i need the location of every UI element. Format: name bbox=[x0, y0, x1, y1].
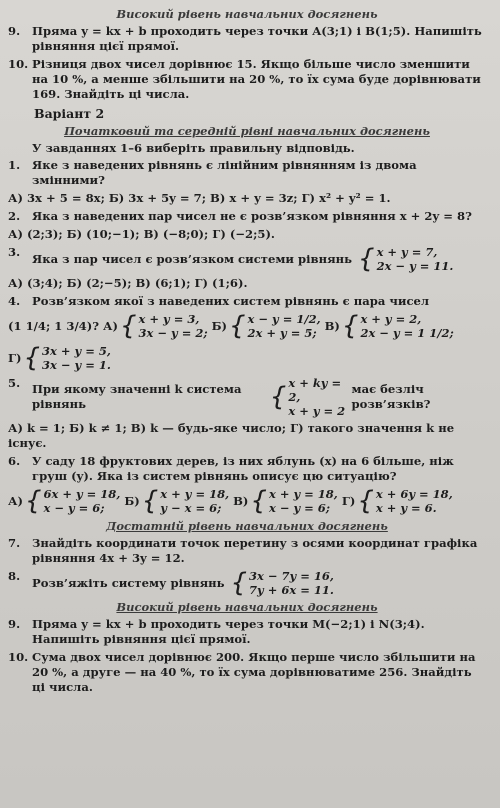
answers-3: А) (3;4); Б) (2;−5); В) (6;1); Г) (1;6). bbox=[8, 276, 248, 290]
section-title-high: Високий рівень навчальних досягнень bbox=[116, 600, 378, 614]
system-q8: { 3x − 7y = 16, 7y + 6x = 11. bbox=[230, 568, 334, 598]
options-4: (1 1/4; 1 3/4)? А) { x + y = 3, 3x − y = 2; Б) { x − y = 1/2, 2x + y = 5; В) { x + y = 2, 2x − y = 1 1/2; Г) { 3x + y = 5, 3x − y = 1. bbox=[8, 311, 454, 373]
option-6a: А) { 6x + y = 18, x − y = 6; bbox=[8, 486, 121, 516]
option-4b: Б) { x − y = 1/2, 2x + y = 5; bbox=[211, 311, 321, 341]
option-4c: В) { x + y = 2, 2x − y = 1 1/2; bbox=[324, 311, 454, 341]
system-q5: { x + ky = 2, x + y = 2 bbox=[269, 376, 346, 418]
question-1: 1. Яке з наведених рівнянь є лінійним рівнянням із двома змінними? bbox=[8, 158, 417, 187]
question-10-v1: 10. Різниця двох чисел дорівнює 15. Якщо більше число зменшити на 10 %, а менше збільшити на 20 %, то їх сума буде дорівнювати 169. Знайдіть ці числа. bbox=[8, 57, 481, 101]
question-6: 6. У саду 18 фруктових дерев, із них яблунь (x) на 6 більше, ніж груш (y). Яка із систем рівнянь описує цю ситуацію? bbox=[8, 454, 454, 483]
answers-5: А) k = 1; Б) k ≠ 1; В) k — будь-яке число; Г) такого значення k не існує. bbox=[8, 421, 455, 450]
option-6c: В) { x + y = 18, x − y = 6; bbox=[233, 486, 338, 516]
question-2: 2. Яка з наведених пар чисел не є розв’язком рівняння x + 2y = 8? bbox=[8, 209, 472, 223]
question-8: 8. Розв’яжіть систему рівнянь { 3x − 7y = 16, 7y + 6x = 11. bbox=[8, 568, 334, 598]
section-title-initial: Початковий та середній рівні навчальних досягнень bbox=[64, 124, 430, 138]
question-9: 9. Пряма y = kx + b проходить через точки M(−2;1) і N(3;4). Напишіть рівняння цієї прямої. bbox=[8, 617, 425, 646]
question-5: 5. При якому значенні k система рівнянь { x + ky = 2, x + y = 2 має безліч розв’язків? bbox=[8, 376, 431, 418]
option-6b: Б) { x + y = 18, y − x = 6; bbox=[124, 486, 230, 516]
question-10: 10. Сума двох чисел дорівнює 200. Якщо перше число збільшити на 20 %, а друге — на 40 %, то їх сума дорівнюватиме 256. Знайдіть ці числа. bbox=[8, 650, 476, 694]
options-6 bbox=[8, 487, 486, 515]
option-4d: Г) { 3x + y = 5, 3x − y = 1. bbox=[8, 343, 111, 373]
question-4: 4. Розв’язком якої з наведених систем рівнянь є пара чисел bbox=[8, 294, 430, 308]
question-3: 3. Яка з пар чисел є розв’язком системи рівнянь { x + y = 7, 2x − y = 11. bbox=[8, 244, 454, 274]
section-title-high-v1: Високий рівень навчальних досягнень bbox=[116, 7, 378, 21]
section-title-sufficient: Достатній рівень навчальних досягнень bbox=[106, 519, 388, 533]
instructions: У завданнях 1–6 виберіть правильну відповідь. bbox=[32, 141, 355, 155]
variant-title: Варіант 2 bbox=[34, 106, 105, 121]
option-4a: А) { x + y = 3, 3x − y = 2; bbox=[103, 311, 208, 341]
question-9-v1: 9. Пряма y = kx + b проходить через точки A(3;1) і B(1;5). Напишіть рівняння цієї прямої. bbox=[8, 24, 482, 53]
answers-1: А) 3x + 5 = 8x; Б) 3x + 5y = 7; В) x + y = 3z; Г) x² + y² = 1. bbox=[8, 191, 391, 205]
answers-2: А) (2;3); Б) (10;−1); В) (−8;0); Г) (−2;5). bbox=[8, 227, 275, 241]
question-7: 7. Знайдіть координати точок перетину з осями координат графіка рівняння 4x + 3y = 12. bbox=[8, 536, 478, 565]
option-6d: Г) { x + 6y = 18, x + y = 6. bbox=[341, 486, 453, 516]
system-q3: { x + y = 7, 2x − y = 11. bbox=[358, 244, 454, 274]
